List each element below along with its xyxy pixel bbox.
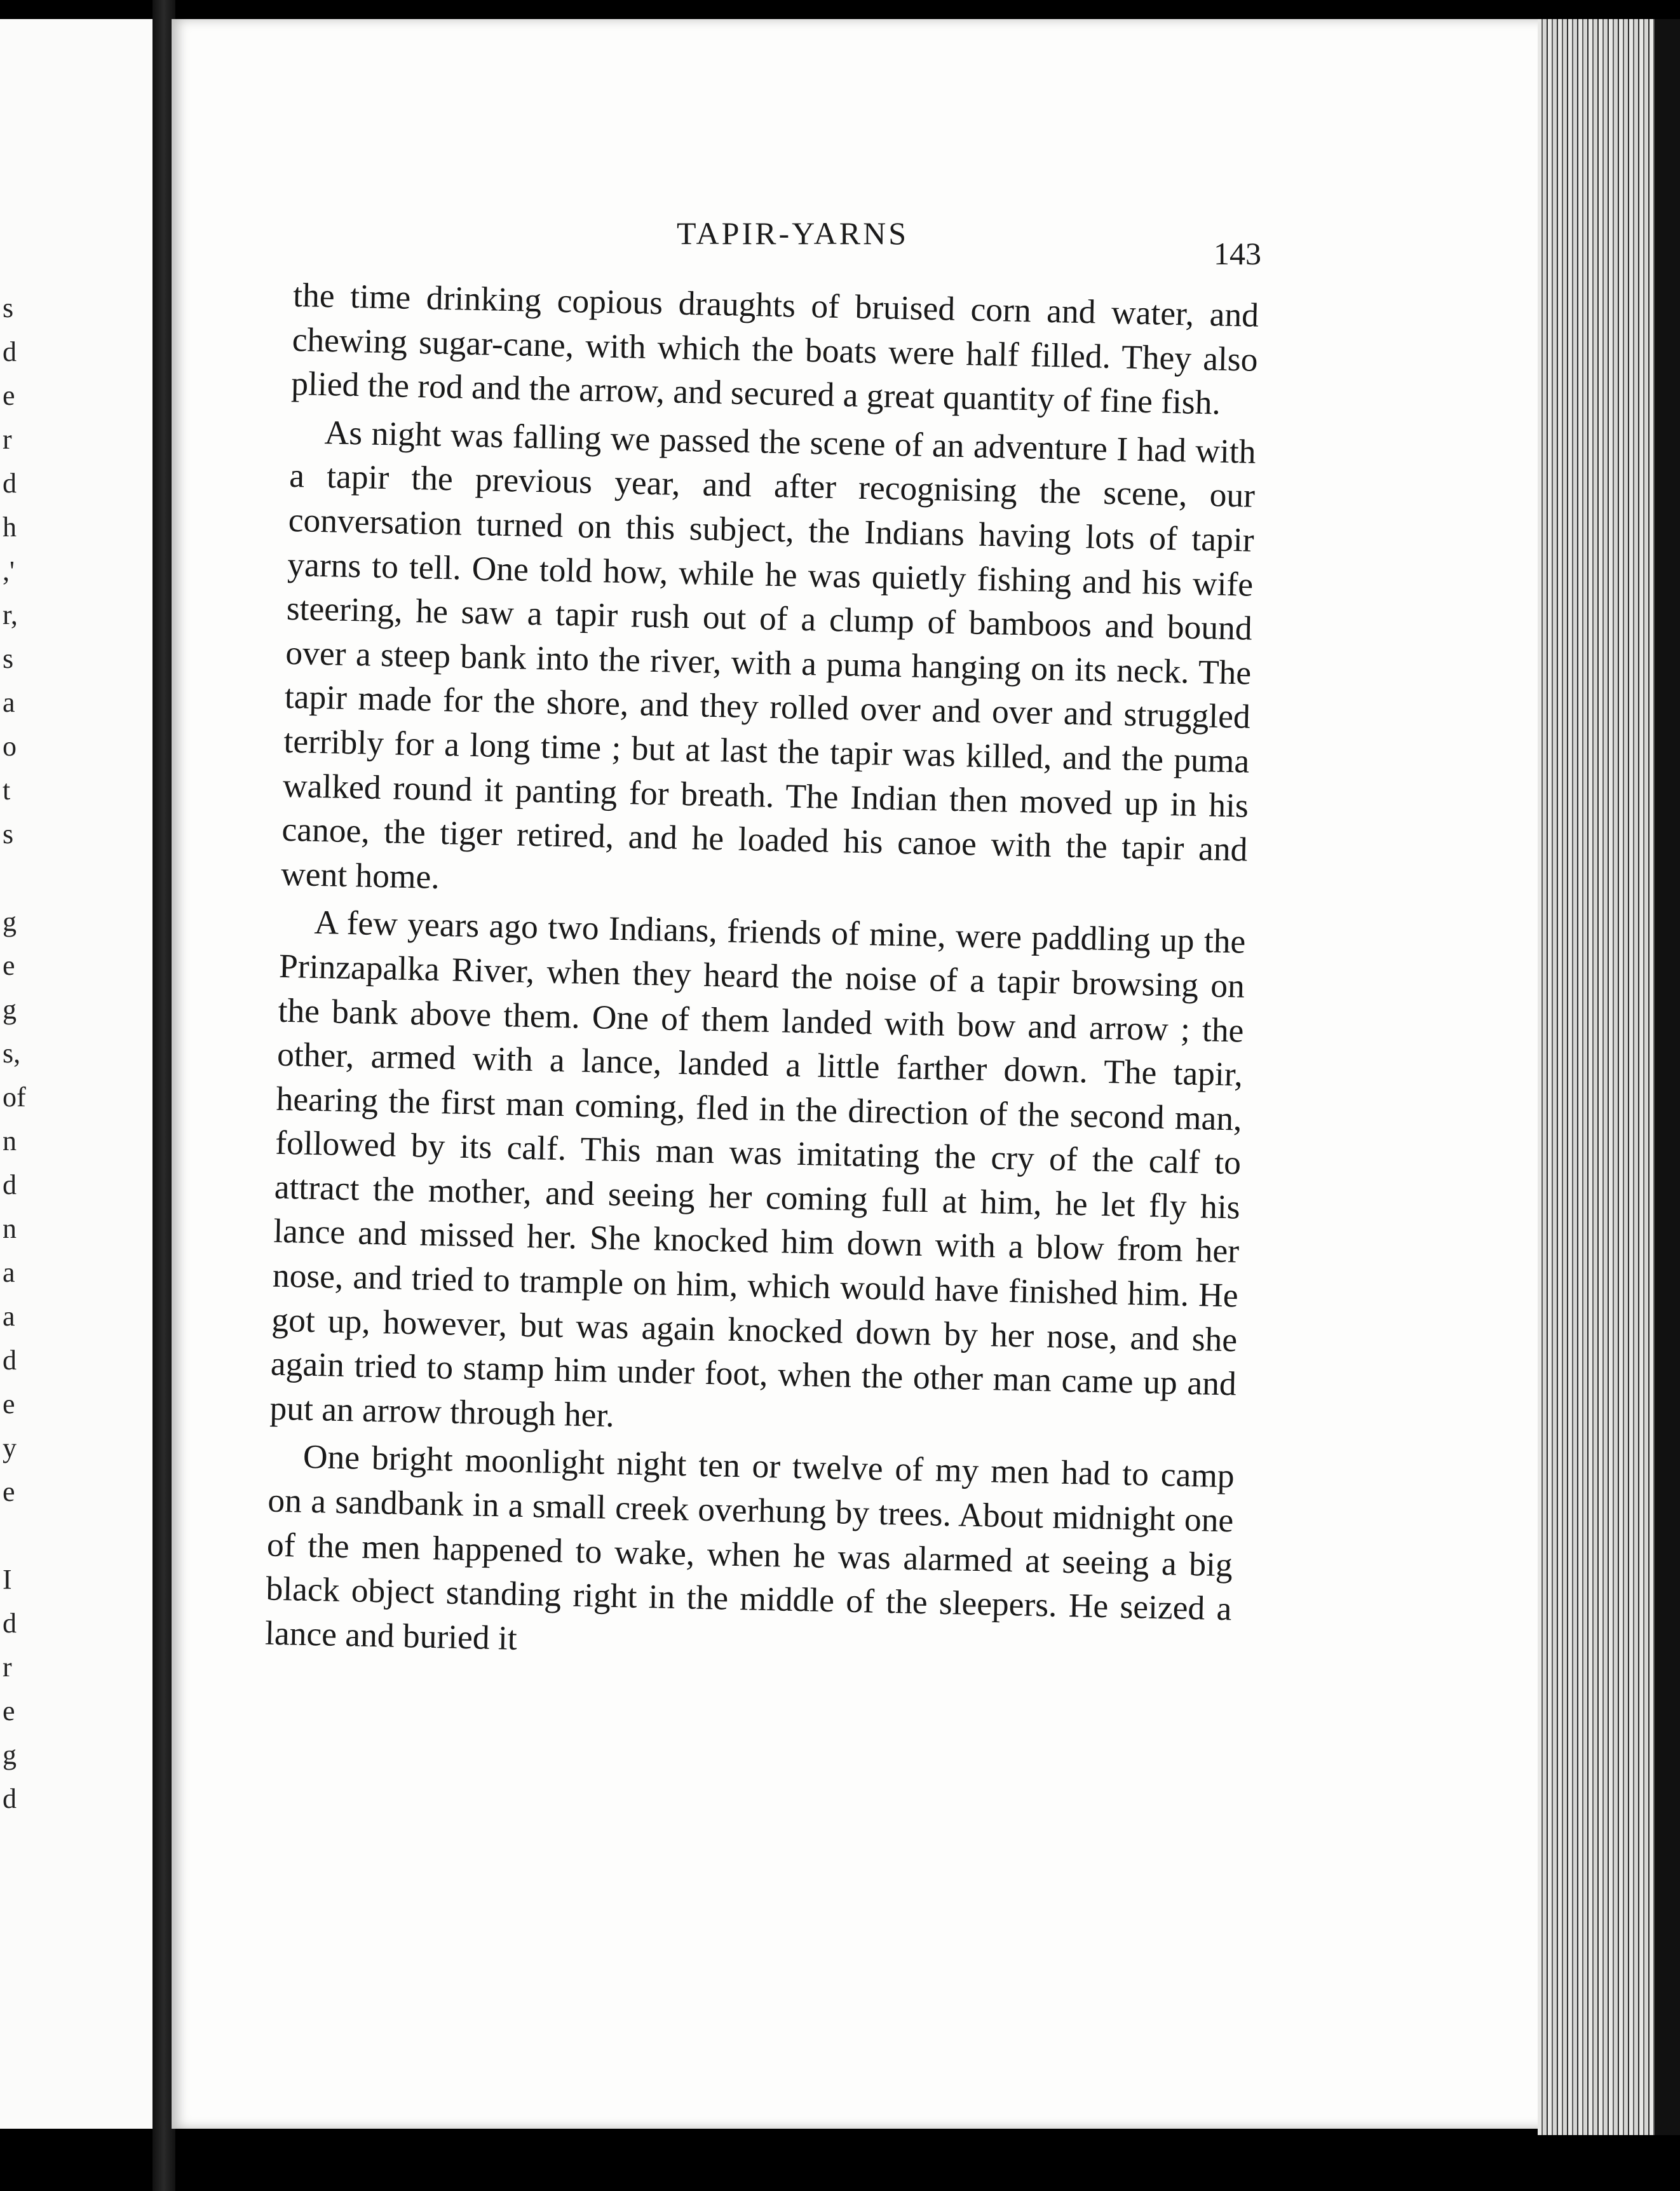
edge-letter: a — [3, 687, 15, 718]
edge-letter: r — [3, 1652, 12, 1683]
edge-letter — [0, 856, 25, 900]
paragraph: the time drinking copious draughts of bruised corn and water, and chewing sugar-cane, with which the boats were half filled. They also plied the rod and the arrow, and secured a great quantity of fine fish. — [290, 275, 1259, 422]
edge-letter: d — [3, 1783, 17, 1814]
edge-letter: s — [3, 292, 14, 323]
edge-letter — [0, 1514, 25, 1557]
edge-letter: d — [3, 468, 17, 499]
edge-letter: I — [3, 1564, 12, 1595]
paragraph: One bright moonlight night ten or twelve of my men had to camp on a sandbank in a small creek overhung by trees. About midnight one of the men happened to wake, when he was alarmed at seeing a big black object standing right in the middle of the sleepers. He seized a lance and buried it — [264, 1437, 1235, 1657]
edge-letter: d — [3, 336, 17, 367]
edge-letter: g — [3, 1739, 17, 1770]
page-block-edges — [1538, 19, 1680, 2135]
edge-letter: ,' — [3, 555, 15, 587]
edge-letter: of — [3, 1082, 26, 1113]
edge-letter: g — [3, 906, 17, 937]
edge-letter: t — [3, 775, 11, 806]
edge-letter: r — [3, 424, 12, 455]
edge-letter: a — [3, 1301, 15, 1332]
edge-letter: e — [3, 1388, 15, 1420]
book-cover-edge — [1655, 19, 1680, 2135]
edge-letter: s — [3, 818, 14, 850]
edge-letter: n — [3, 1213, 17, 1244]
edge-letter: s, — [3, 1038, 21, 1069]
edge-letter: s — [3, 643, 14, 674]
left-page-edge-text — [0, 286, 25, 1821]
edge-letter: d — [3, 1169, 17, 1200]
edge-letter: e — [3, 1695, 15, 1726]
edge-letter: a — [3, 1257, 15, 1288]
edge-letter: n — [3, 1125, 17, 1157]
paragraph: As night was falling we passed the scene of an adventure I had with a tapir the previous year, and after recognising the scene, our conversation turned on this subject, the Indians having lots of tapir yarns to tell. One told how, while he was quietly fishing and his wife steering, he saw a tapir rush out of a clump of bamboos and bound over a steep bank into the river, with a puma hanging on its neck. The tapir made for the shore, and they rolled over and over and struggled terribly for a long time ; but at last the tapir was killed, and the puma walked round it panting for breath. The Indian then moved up in his canoe, the tiger retired, and he loaded his canoe with the tapir and went home. — [280, 412, 1257, 896]
edge-letter: o — [3, 731, 17, 762]
edge-letter: g — [3, 994, 17, 1025]
edge-letter: y — [3, 1432, 17, 1463]
edge-letter: e — [3, 1476, 15, 1507]
running-head: TAPIR-YARNS — [677, 215, 909, 251]
page-number: 143 — [1214, 236, 1261, 271]
left-page — [0, 19, 156, 2129]
edge-letter: e — [3, 380, 15, 411]
edge-letter: d — [3, 1608, 17, 1639]
body-text — [264, 273, 1259, 1676]
edge-letter: r, — [3, 599, 18, 630]
edge-letter: d — [3, 1345, 17, 1376]
edge-letter: h — [3, 512, 17, 543]
edge-letter: e — [3, 950, 15, 981]
paragraph: A few years ago two Indians, friends of mine, were paddling up the Prinzapalka River, when they heard the noise of a tapir browsing on the bank above them. One of them landed with bow and arrow ; the other, armed with a lance, landed a little farther down. The tapir, hearing the first man coming, fled in the direction of the second man, followed by its calf. This man was imitating the cry of the calf to attract the mother, and seeing her coming full at him, he let fly his lance and missed her. She knocked him down with a blow from her nose, and tried to trample on him, which would have finished him. He got up, however, but was again knocked down by her nose, and she again tried to stamp him under foot, when the other man came up and put an arrow through her. — [269, 903, 1246, 1434]
